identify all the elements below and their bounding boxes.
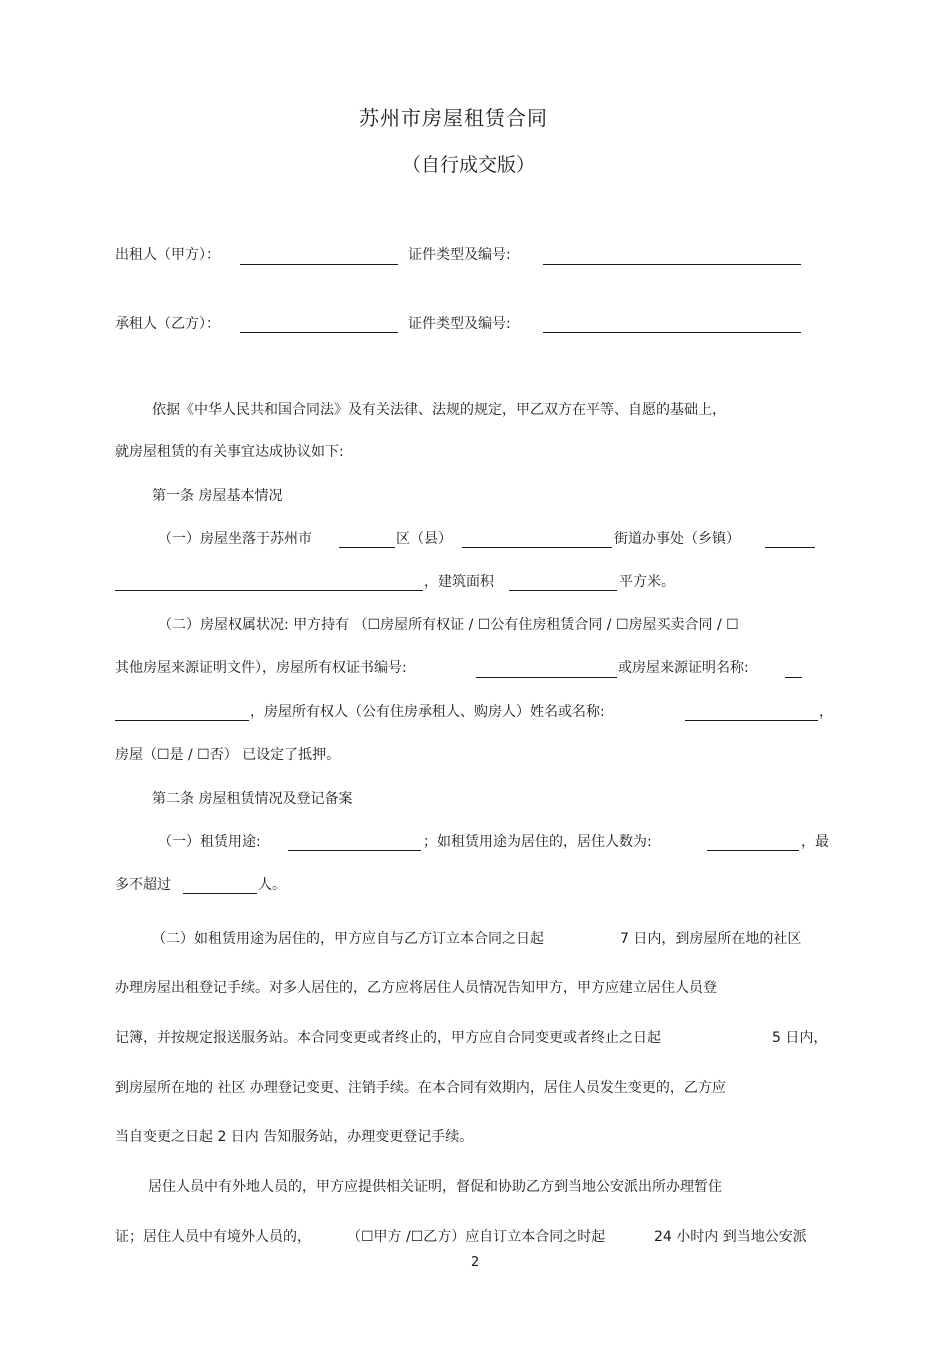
a2-p3-line-1: 居住人员中有外地人员的，甲方应提供相关证明，督促和协助乙方到当地公安派出所办理暂住 <box>148 1179 722 1195</box>
a2-s2-line-5: 当自变更之日起 2 日内 告知服务站，办理变更登记手续。 <box>115 1129 474 1145</box>
a1-s2-source: 或房屋来源证明名称: <box>618 660 749 676</box>
page-number: 2 <box>471 1255 480 1270</box>
a2-s2-line-3b: 5 日内， <box>772 1030 828 1046</box>
a1-s1-area: ，建筑面积 <box>424 574 494 590</box>
a2-s1-person: 人。 <box>258 877 286 893</box>
a1-address-field[interactable] <box>115 590 423 591</box>
a2-s2-line-1b: 7 日内，到房屋所在地的社区 <box>620 931 802 947</box>
a1-s2-cert-no: 其他房屋来源证明文件），房屋所有权证书编号: <box>115 660 407 676</box>
a1-town-field[interactable] <box>765 547 815 548</box>
article-2-heading: 第二条 房屋租赁情况及登记备案 <box>152 791 353 807</box>
a2-s1-limit: 多不超过 <box>115 877 171 893</box>
a1-cert-no-field[interactable] <box>476 677 617 678</box>
lessee-label: 承租人（乙方）： <box>115 316 220 332</box>
a1-s1-street: 街道办事处（乡镇） <box>614 531 740 547</box>
a1-s2-mortgage: 房屋（☐是 / ☐否） 已设定了抵押。 <box>115 747 341 763</box>
lessor-id-field[interactable] <box>543 264 801 265</box>
lessor-label: 出租人（甲方）： <box>115 247 220 263</box>
a2-s2-line-4: 到房屋所在地的 社区 办理登记变更、注销手续。在本合同有效期内，居住人员发生变更的，乙方应 <box>115 1080 726 1096</box>
a2-s2-line-2: 办理房屋出租登记手续。对多人居住的，乙方应将居住人员情况告知甲方，甲方应建立居住人员登 <box>115 980 717 996</box>
intro-line-1: 依据《中华人民共和国合同法》及有关法律、法规的规定，甲乙双方在平等、自愿的基础上， <box>152 402 726 418</box>
a2-s1-use: （一）租赁用途: <box>158 834 261 850</box>
a2-use-field[interactable] <box>288 850 421 851</box>
a2-p3-line-2c: 24 小时内 到当地公安派 <box>654 1229 807 1245</box>
a1-s2-comma: ， <box>819 704 833 720</box>
a2-p3-line-2a: 证；居住人员中有境外人员的， <box>115 1229 311 1245</box>
a1-s2-ownership: （二）房屋权属状况: 甲方持有 （☐房屋所有权证 / ☐公有住房租赁合同 / ☐房屋买卖合同 / ☐ <box>158 617 739 633</box>
a1-district-field[interactable] <box>339 547 395 548</box>
a1-street-field[interactable] <box>462 547 612 548</box>
a1-source-field[interactable] <box>785 677 802 678</box>
a1-source-name-field[interactable] <box>115 720 249 721</box>
lessor-name-field[interactable] <box>240 264 398 265</box>
a2-p3-line-2b: （☐甲方 /☐乙方）应自订立本合同之时起 <box>347 1229 606 1245</box>
page-title: 苏州市房屋租赁合同 <box>359 106 548 130</box>
a2-s1-residents: ；如租赁用途为居住的，居住人数为: <box>423 834 652 850</box>
a1-s1-location: （一）房屋坐落于苏州市 <box>158 531 312 547</box>
a1-s1-unit: 平方米。 <box>619 574 675 590</box>
article-1-heading: 第一条 房屋基本情况 <box>152 488 283 504</box>
a1-s1-district: 区（县） <box>396 531 452 547</box>
a1-owner-field[interactable] <box>685 720 818 721</box>
lessor-id-label: 证件类型及编号: <box>408 247 511 263</box>
lessee-id-field[interactable] <box>543 332 801 333</box>
a1-s2-owner: ，房屋所有权人（公有住房承租人、购房人）姓名或名称: <box>250 704 605 720</box>
page-subtitle: （自行成交版） <box>402 154 536 176</box>
intro-line-2: 就房屋租赁的有关事宜达成协议如下: <box>115 444 344 460</box>
a2-s2-line-3a: 记簿，并按规定报送服务站。本合同变更或者终止的，甲方应自合同变更或者终止之日起 <box>115 1030 661 1046</box>
a1-area-field[interactable] <box>509 590 617 591</box>
a2-residents-field[interactable] <box>707 850 799 851</box>
a2-limit-field[interactable] <box>183 893 257 894</box>
lessee-name-field[interactable] <box>240 332 398 333</box>
a2-s1-max: ，最 <box>801 834 829 850</box>
lessee-id-label: 证件类型及编号: <box>408 316 511 332</box>
a2-s2-line-1a: （二）如租赁用途为居住的，甲方应自与乙方订立本合同之日起 <box>152 931 544 947</box>
